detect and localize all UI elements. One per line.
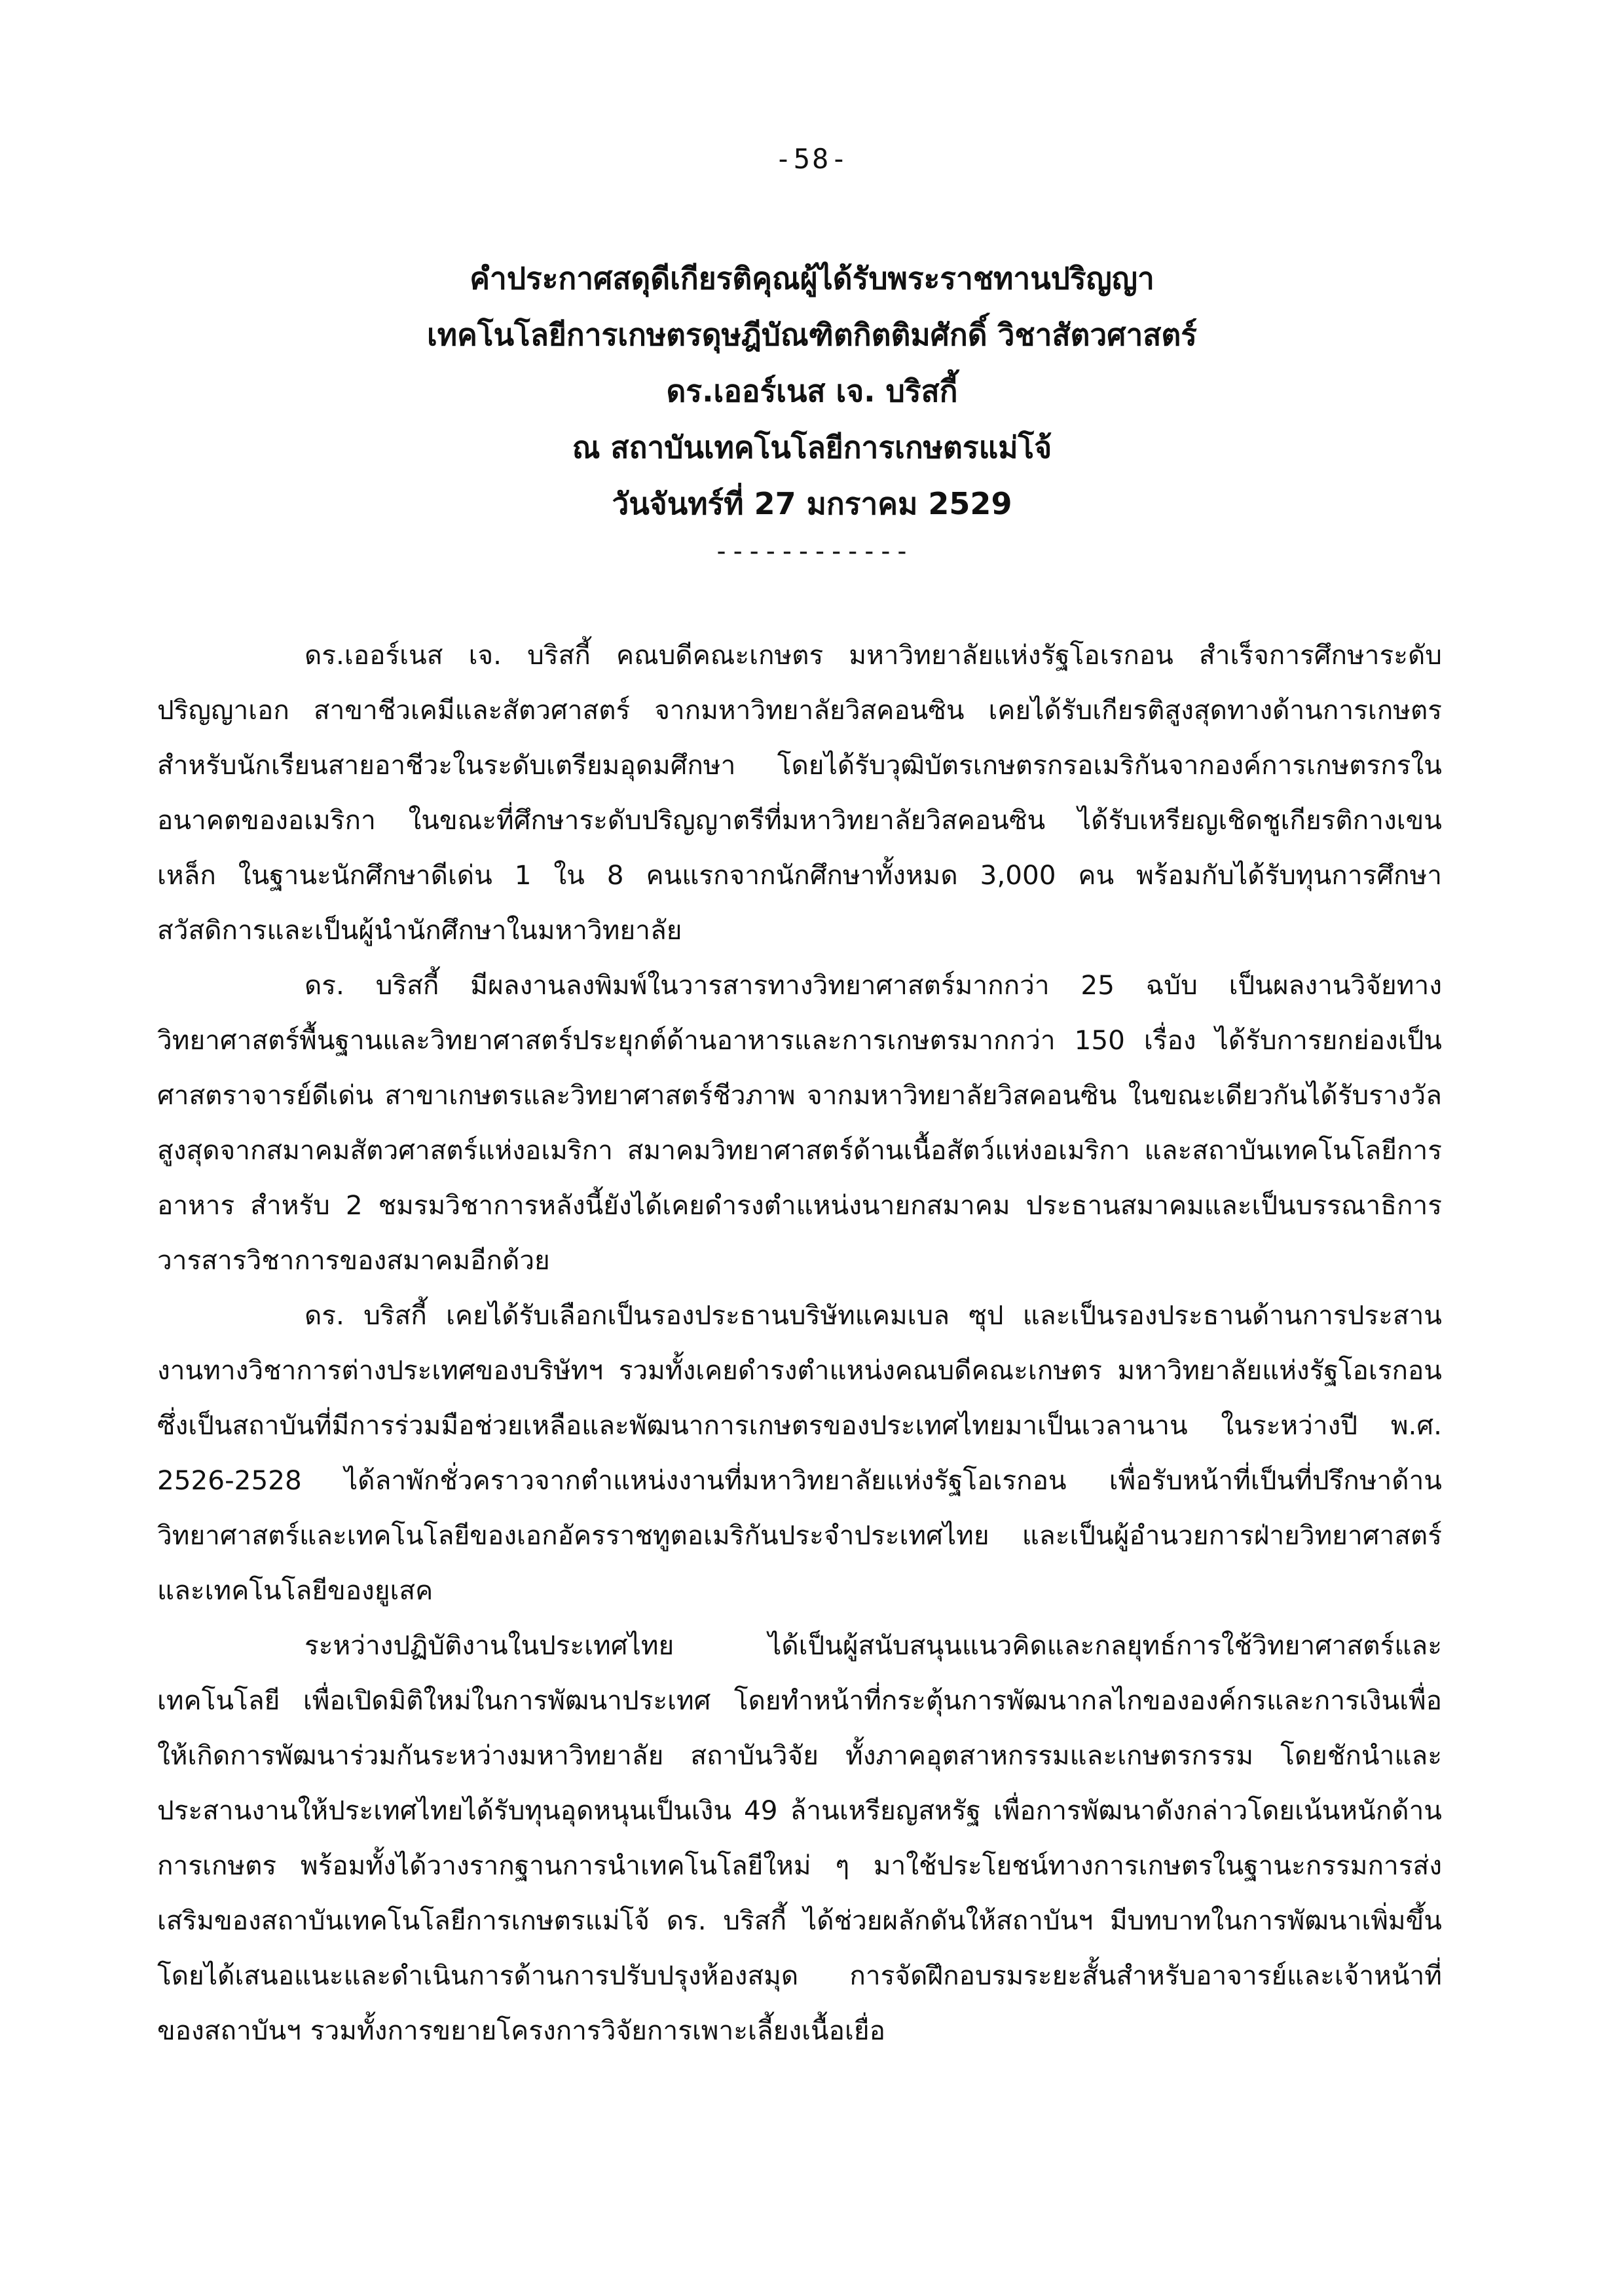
paragraph: ดร. บริสกี้ มีผลงานลงพิมพ์ในวารสารทางวิทยาศาสตร์มากกว่า 25 ฉบับ เป็นผลงานวิจัยทางวิทยาศาสตร์พื้นฐานและวิทยาศาสตร์ประยุกต์ด้านอาหารและการเกษตรมากกว่า 150 เรื่อง ได้รับการยกย่องเป็นศาสตราจารย์ดีเด่น สาขาเกษตรและวิทยาศาสตร์ชีวภาพ จากมหาวิทยาลัยวิสคอนซิน ในขณะเดียวกันได้รับรางวัลสูงสุดจากสมาคมสัตวศาสตร์แห่งอเมริกา สมาคมวิทยาศาสตร์ด้านเนื้อสัตว์แห่งอเมริกา และสถาบันเทคโนโลยีการอาหาร สำหรับ 2 ชมรมวิชาการหลังนี้ยังได้เคยดำรงตำแหน่งนายกสมาคม ประธานสมาคมและเป็นบรรณาธิการวารสารวิชาการของสมาคมอีกด้วย	[157, 969, 1442, 1276]
page-number: -58-	[775, 143, 849, 175]
paragraph: ดร. บริสกี้ เคยได้รับเลือกเป็นรองประธานบริษัทแคมเบล ซุป และเป็นรองประธานด้านการประสานงานทางวิชาการต่างประเทศของบริษัทฯ รวมทั้งเคยดำรงตำแหน่งคณบดีคณะเกษตร มหาวิทยาลัยแห่งรัฐโอเรกอน ซึ่งเป็นสถาบันที่มีการร่วมมือช่วยเหลือและพัฒนาการเกษตรของประเทศไทยมาเป็นเวลานาน ในระหว่างปี พ.ศ. 2526-2528 ได้ลาพักชั่วคราวจากตำแหน่งงานที่มหาวิทยาลัยแห่งรัฐโอเรกอน เพื่อรับหน้าที่เป็นที่ปรึกษาด้านวิทยาศาสตร์และเทคโนโลยีของเอกอัครราชทูตอเมริกันประจำประเทศไทย และเป็นผู้อำนวยการฝ่ายวิทยาศาสตร์และเทคโนโลยีของยูเสค	[157, 1299, 1442, 1606]
paragraph: ดร.เออร์เนส เจ. บริสกี้ คณบดีคณะเกษตร มหาวิทยาลัยแห่งรัฐโอเรกอน สำเร็จการศึกษาระดับปริญญาเอก สาขาชีวเคมีและสัตวศาสตร์ จากมหาวิทยาลัยวิสคอนซิน เคยได้รับเกียรติสูงสุดทางด้านการเกษตรสำหรับนักเรียนสายอาชีวะในระดับเตรียมอุดมศึกษา โดยได้รับวุฒิบัตรเกษตรกรอเมริกันจากองค์การเกษตรกรในอนาคตของอเมริกา ในขณะที่ศึกษาระดับปริญญาตรีที่มหาวิทยาลัยวิสคอนซิน ได้รับเหรียญเชิดชูเกียรติกางเขนเหล็ก ในฐานะนักศึกษาดีเด่น 1 ใน 8 คนแรกจากนักศึกษาทั้งหมด 3,000 คน พร้อมกับได้รับทุนการศึกษาสวัสดิการและเป็นผู้นำนักศึกษาในมหาวิทยาลัย	[157, 639, 1442, 946]
title-line: คำประกาศสดุดีเกียรติคุณผู้ได้รับพระราชทานปริญญา	[470, 261, 1154, 296]
title-line: เทคโนโลยีการเกษตรดุษฎีบัณฑิตกิตติมศักดิ์ วิชาสัตวศาสตร์	[427, 317, 1197, 352]
title-line: ณ สถาบันเทคโนโลยีการเกษตรแม่โจ้	[572, 430, 1052, 465]
citation-body	[157, 627, 1442, 2058]
title-divider: ------------	[713, 536, 911, 567]
citation-title	[0, 250, 1624, 571]
title-line: ดร.เออร์เนส เจ. บริสกี้	[666, 373, 958, 409]
paragraph: ระหว่างปฏิบัติงานในประเทศไทย ได้เป็นผู้สนับสนุนแนวคิดและกลยุทธ์การใช้วิทยาศาสตร์และเทคโนโลยี เพื่อเปิดมิติใหม่ในการพัฒนาประเทศ โดยทำหน้าที่กระตุ้นการพัฒนากลไกขององค์กรและการเงินเพื่อให้เกิดการพัฒนาร่วมกันระหว่างมหาวิทยาลัย สถาบันวิจัย ทั้งภาคอุตสาหกรรมและเกษตรกรรม โดยชักนำและประสานงานให้ประเทศไทยได้รับทุนอุดหนุนเป็นเงิน 49 ล้านเหรียญสหรัฐ เพื่อการพัฒนาดังกล่าวโดยเน้นหนักด้านการเกษตร พร้อมทั้งได้วางรากฐานการนำเทคโนโลยีใหม่ ๆ มาใช้ประโยชน์ทางการเกษตรในฐานะกรรมการส่งเสริมของสถาบันเทคโนโลยีการเกษตรแม่โจ้ ดร. บริสกี้ ได้ช่วยผลักดันให้สถาบันฯ มีบทบาทในการพัฒนาเพิ่มขึ้น โดยได้เสนอแนะและดำเนินการด้านการปรับปรุงห้องสมุด การจัดฝึกอบรมระยะสั้นสำหรับอาจารย์และเจ้าหน้าที่ของสถาบันฯ รวมทั้งการขยายโครงการวิจัยการเพาะเลี้ยงเนื้อเยื่อ	[157, 1630, 1442, 2046]
title-line: วันจันทร์ที่ 27 มกราคม 2529	[612, 486, 1012, 521]
